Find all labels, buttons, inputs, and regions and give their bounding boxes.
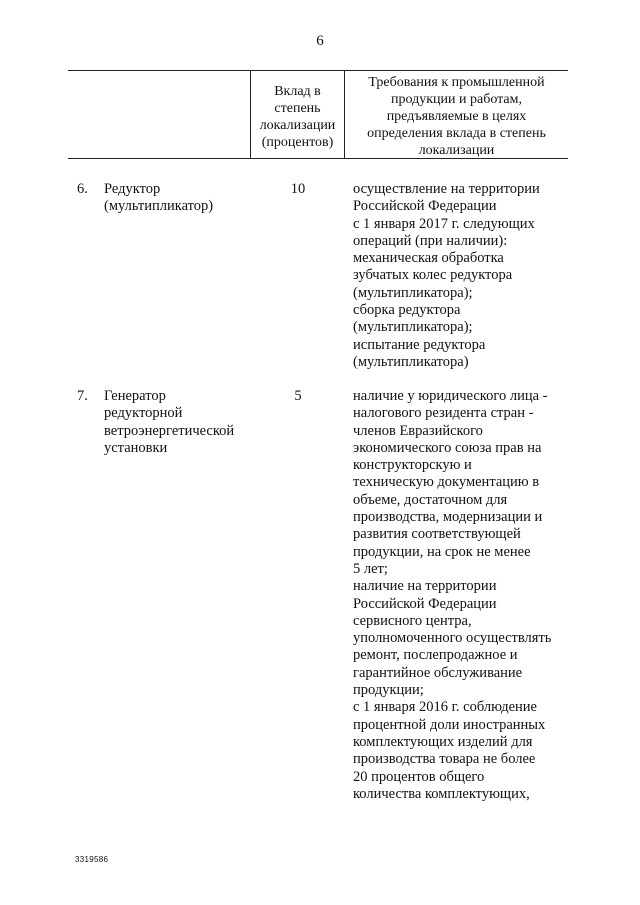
row-name-line: ветроэнергетической — [104, 422, 235, 439]
header-requirements-line: продукции и работам, — [391, 92, 522, 107]
header-contribution-line: локализации — [259, 118, 336, 133]
header-requirements-line: определения вклада в степень — [367, 126, 546, 141]
header-contribution-line: (процентов) — [261, 135, 334, 150]
row-7-name — [104, 388, 254, 457]
requirement-line: продукции; — [353, 682, 424, 699]
requirement-line: производства товара не более — [353, 751, 536, 768]
requirement-line: развития соответствующей — [353, 526, 521, 543]
requirement-line: налогового резидента стран - — [353, 405, 534, 422]
requirement-line: осуществление на территории — [353, 181, 540, 197]
requirement-line: членов Евразийского — [353, 422, 483, 439]
header-contribution-line: Вклад в — [274, 84, 321, 99]
requirement-line: продукции, на срок не менее — [353, 543, 531, 560]
requirement-line: зубчатых колес редуктора — [353, 267, 513, 284]
requirement-line: процентной доли иностранных — [353, 716, 546, 733]
row-6-name — [104, 181, 254, 216]
requirement-line: Российской Федерации — [353, 595, 497, 612]
requirement-line: сборка редуктора — [353, 302, 461, 319]
row-6-contribution: 10 — [290, 181, 306, 197]
requirement-line: техническую документацию в — [353, 474, 540, 491]
row-7-number: 7. — [77, 388, 88, 404]
header-requirements-line: предъявляемые в целях — [386, 109, 527, 124]
requirement-line: конструкторскую и — [353, 457, 472, 474]
requirement-line: количества комплектующих, — [353, 785, 530, 802]
requirement-line: операций (при наличии): — [353, 232, 508, 249]
requirement-line: наличие на территории — [353, 578, 497, 595]
header-requirements — [345, 74, 568, 159]
row-name-line: Редуктор — [104, 181, 161, 197]
row-7-requirements — [353, 388, 568, 803]
requirement-line: ремонт, послепродажное и — [353, 647, 518, 664]
requirement-line: комплектующих изделий для — [353, 733, 533, 750]
requirement-line: уполномоченного осуществлять — [353, 630, 552, 647]
requirement-line: производства, модернизации и — [353, 509, 543, 526]
requirement-line: испытание редуктора — [353, 336, 486, 353]
requirement-line: механическая обработка — [353, 250, 504, 267]
header-requirements-line: Требования к промышленной — [368, 75, 545, 90]
header-top-rule — [68, 70, 568, 71]
requirement-line: объеме, достаточном для — [353, 491, 508, 508]
row-name-line: (мультипликатор) — [104, 198, 214, 215]
header-contribution-line: степень — [274, 101, 321, 116]
header-contribution — [251, 83, 344, 151]
requirement-line: гарантийное обслуживание — [353, 664, 523, 681]
requirement-line: (мультипликатора); — [353, 284, 473, 301]
row-name-line: редукторной — [104, 405, 183, 422]
row-6-requirements — [353, 181, 568, 371]
requirement-line: (мультипликатора); — [353, 319, 473, 336]
requirement-line: 20 процентов общего — [353, 768, 485, 785]
document-id: 3319586 — [75, 855, 109, 864]
requirement-line: экономического союза прав на — [353, 439, 542, 456]
requirement-line: наличие у юридического лица - — [353, 388, 548, 404]
header-requirements-line: локализации — [418, 143, 495, 158]
row-name-line: установки — [104, 439, 168, 456]
requirement-line: Российской Федерации — [353, 198, 497, 215]
page-number: 6 — [316, 33, 324, 49]
requirement-line: с 1 января 2016 г. соблюдение — [353, 699, 537, 716]
row-name-line: Генератор — [104, 388, 166, 404]
requirement-line: (мультипликатора) — [353, 353, 469, 370]
row-7-contribution: 5 — [294, 388, 302, 404]
requirement-line: 5 лет; — [353, 560, 388, 577]
requirement-line: с 1 января 2017 г. следующих — [353, 215, 535, 232]
requirement-line: сервисного центра, — [353, 612, 472, 629]
row-6-number: 6. — [77, 181, 88, 197]
